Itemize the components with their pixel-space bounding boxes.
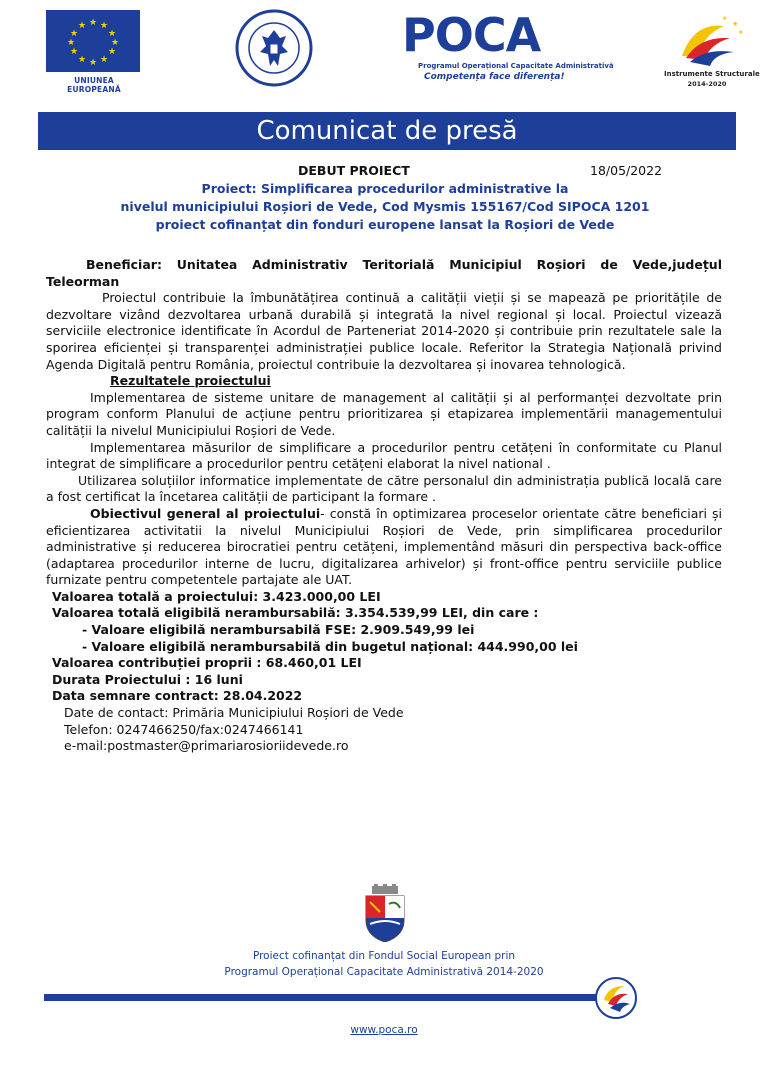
svg-text:★: ★ xyxy=(66,38,76,48)
footer-divider xyxy=(44,994,604,1001)
eu-flag-icon xyxy=(46,10,140,72)
finance-national: - Valoare eligibilă nerambursabilă din bugetul național: 444.990,00 lei xyxy=(82,638,578,654)
result-item-1: Implementarea de sisteme unitare de management al calității și al performanței dezvoltate prin program conform Planului de acțiune pentru prioritizarea și etapizarea implementării managementului calității la nivelul Municipiului Roșiori de Vede. xyxy=(46,389,722,438)
poca-program-name: Programul Operațional Capacitate Administrativă xyxy=(418,62,614,70)
project-title xyxy=(60,180,710,234)
result-item-2: Implementarea măsurilor de simplificare a procedurilor pentru cetățeni în conformitate cu Planul integrat de simplificare a procedurilor pentru cetățeni elaborat la nivel national . xyxy=(46,439,722,472)
contact-line-1: Date de contact: Primăria Municipiului Roșiori de Vede xyxy=(64,705,404,721)
contact-phone: Telefon: 0247466250/fax:0247466141 xyxy=(64,721,304,737)
finance-own-contribution: Valoarea contribuției proprii : 68.460,01 LEI xyxy=(52,655,362,671)
debut-date: 18/05/2022 xyxy=(590,163,663,178)
svg-text:★: ★ xyxy=(77,21,87,31)
footer-line-1: Proiect cofinanțat din Fondul Social European prin xyxy=(252,950,516,962)
government-seal-icon xyxy=(234,8,314,88)
contact-email: e-mail:postmaster@primariarosioriidevede.ro xyxy=(64,738,349,754)
debut-label: DEBUT PROIECT xyxy=(298,163,410,178)
poca-website-link[interactable]: www.poca.ro xyxy=(350,1024,418,1036)
svg-text:★: ★ xyxy=(107,29,117,39)
poca-wordmark: POCA xyxy=(402,8,541,62)
eu-logo xyxy=(46,10,142,94)
project-duration: Durata Proiectului : 16 luni xyxy=(52,671,243,687)
svg-text:★: ★ xyxy=(99,55,109,65)
svg-text:★: ★ xyxy=(110,38,120,48)
press-release-body xyxy=(46,257,722,755)
results-heading: Rezultatele proiectului xyxy=(110,373,271,389)
objective-text: - constă în optimizarea proceselor orientate către beneficiari și eficientizarea activitatii la nivelul Municipiului Roșiori de Vede, prin simplificarea procedurilor administrative și reducerea birocratiei pentru cetățeni, implementând măsuri din perspectiva back-office (adaptarea procedurilor interne de lucru, digitalizarea arhivelor) și front-office pentru serviciile publice furnizate pentru competentele partajate ale UAT. xyxy=(46,505,723,588)
footer-cofinancing xyxy=(0,948,768,980)
project-title-line1: Proiect: Simplificarea procedurilor administrative la xyxy=(201,181,569,196)
svg-text:★: ★ xyxy=(88,18,98,28)
objective-paragraph xyxy=(46,506,722,589)
is-caption: Instrumente Structurale xyxy=(664,70,760,78)
beneficiary: Beneficiar: Unitatea Administrativ Teritorială Municipiul Roșiori de Vede,județul Teleorman xyxy=(46,257,722,289)
svg-text:★: ★ xyxy=(732,20,739,28)
svg-text:★: ★ xyxy=(69,29,79,39)
poca-emblem-icon xyxy=(594,976,638,1020)
result-item-3: Utilizarea soluțiilor informatice implementate de către personalul din administrația publică locală care a fost certificat la încetarea calității de participant la formare . xyxy=(46,472,722,505)
contract-signing-date: Data semnare contract: 28.04.2022 xyxy=(52,688,303,704)
is-years: 2014-2020 xyxy=(687,80,727,88)
objective-label: Obiectivul general al proiectului xyxy=(90,505,321,521)
svg-text:★: ★ xyxy=(722,15,728,22)
finance-fse: - Valoare eligibilă nerambursabilă FSE: 2.909.549,99 lei xyxy=(82,622,475,638)
municipality-crest-icon xyxy=(362,884,408,942)
svg-text:★: ★ xyxy=(738,29,744,36)
structural-instruments-logo xyxy=(664,12,760,96)
finance-eligible: Valoarea totală eligibilă nerambursabilă: 3.354.539,99 LEI, din care : xyxy=(52,605,539,621)
structural-instruments-icon xyxy=(664,12,750,70)
svg-text:★: ★ xyxy=(107,47,117,57)
eu-caption: UNIUNEA EUROPEANĂ xyxy=(67,76,121,94)
intro-paragraph: Proiectul contribuie la îmbunătățirea continuă a calității vieții și se mapează pe prioritățile de dezvoltare vizând dezvoltarea urbană durabilă și integrată la nivel regional și local. Proiectul vizează serviciile electronice identificate în Acordul de Parteneriat 2014-2020 și contribuie prin rezultatele sale la sporirea eficienței și transparenței administrației publice locale. Referitor la Strategia Națională privind Agenda Digitală pentru România, proiectul contribuie la dezvoltarea și inovarea tehnologică. xyxy=(46,290,722,372)
project-title-line2: nivelul municipiului Roșiori de Vede, Cod Mysmis 155167/Cod SIPOCA 1201 xyxy=(120,199,650,214)
svg-text:★: ★ xyxy=(69,47,79,57)
footer-line-2: Programul Operațional Capacitate Administrativă 2014-2020 xyxy=(224,966,544,978)
project-title-line3: proiect cofinanțat din fonduri europene lansat la Roșiori de Vede xyxy=(155,217,615,232)
svg-text:★: ★ xyxy=(99,21,109,31)
svg-text:★: ★ xyxy=(88,58,98,68)
header-logos xyxy=(0,8,768,108)
svg-text:★: ★ xyxy=(77,55,87,65)
press-release-banner: Comunicat de presă xyxy=(38,112,736,150)
poca-logo xyxy=(402,8,614,88)
finance-total: Valoarea totală a proiectului: 3.423.000,00 LEI xyxy=(52,588,381,604)
poca-slogan: Competența face diferența! xyxy=(424,72,565,82)
